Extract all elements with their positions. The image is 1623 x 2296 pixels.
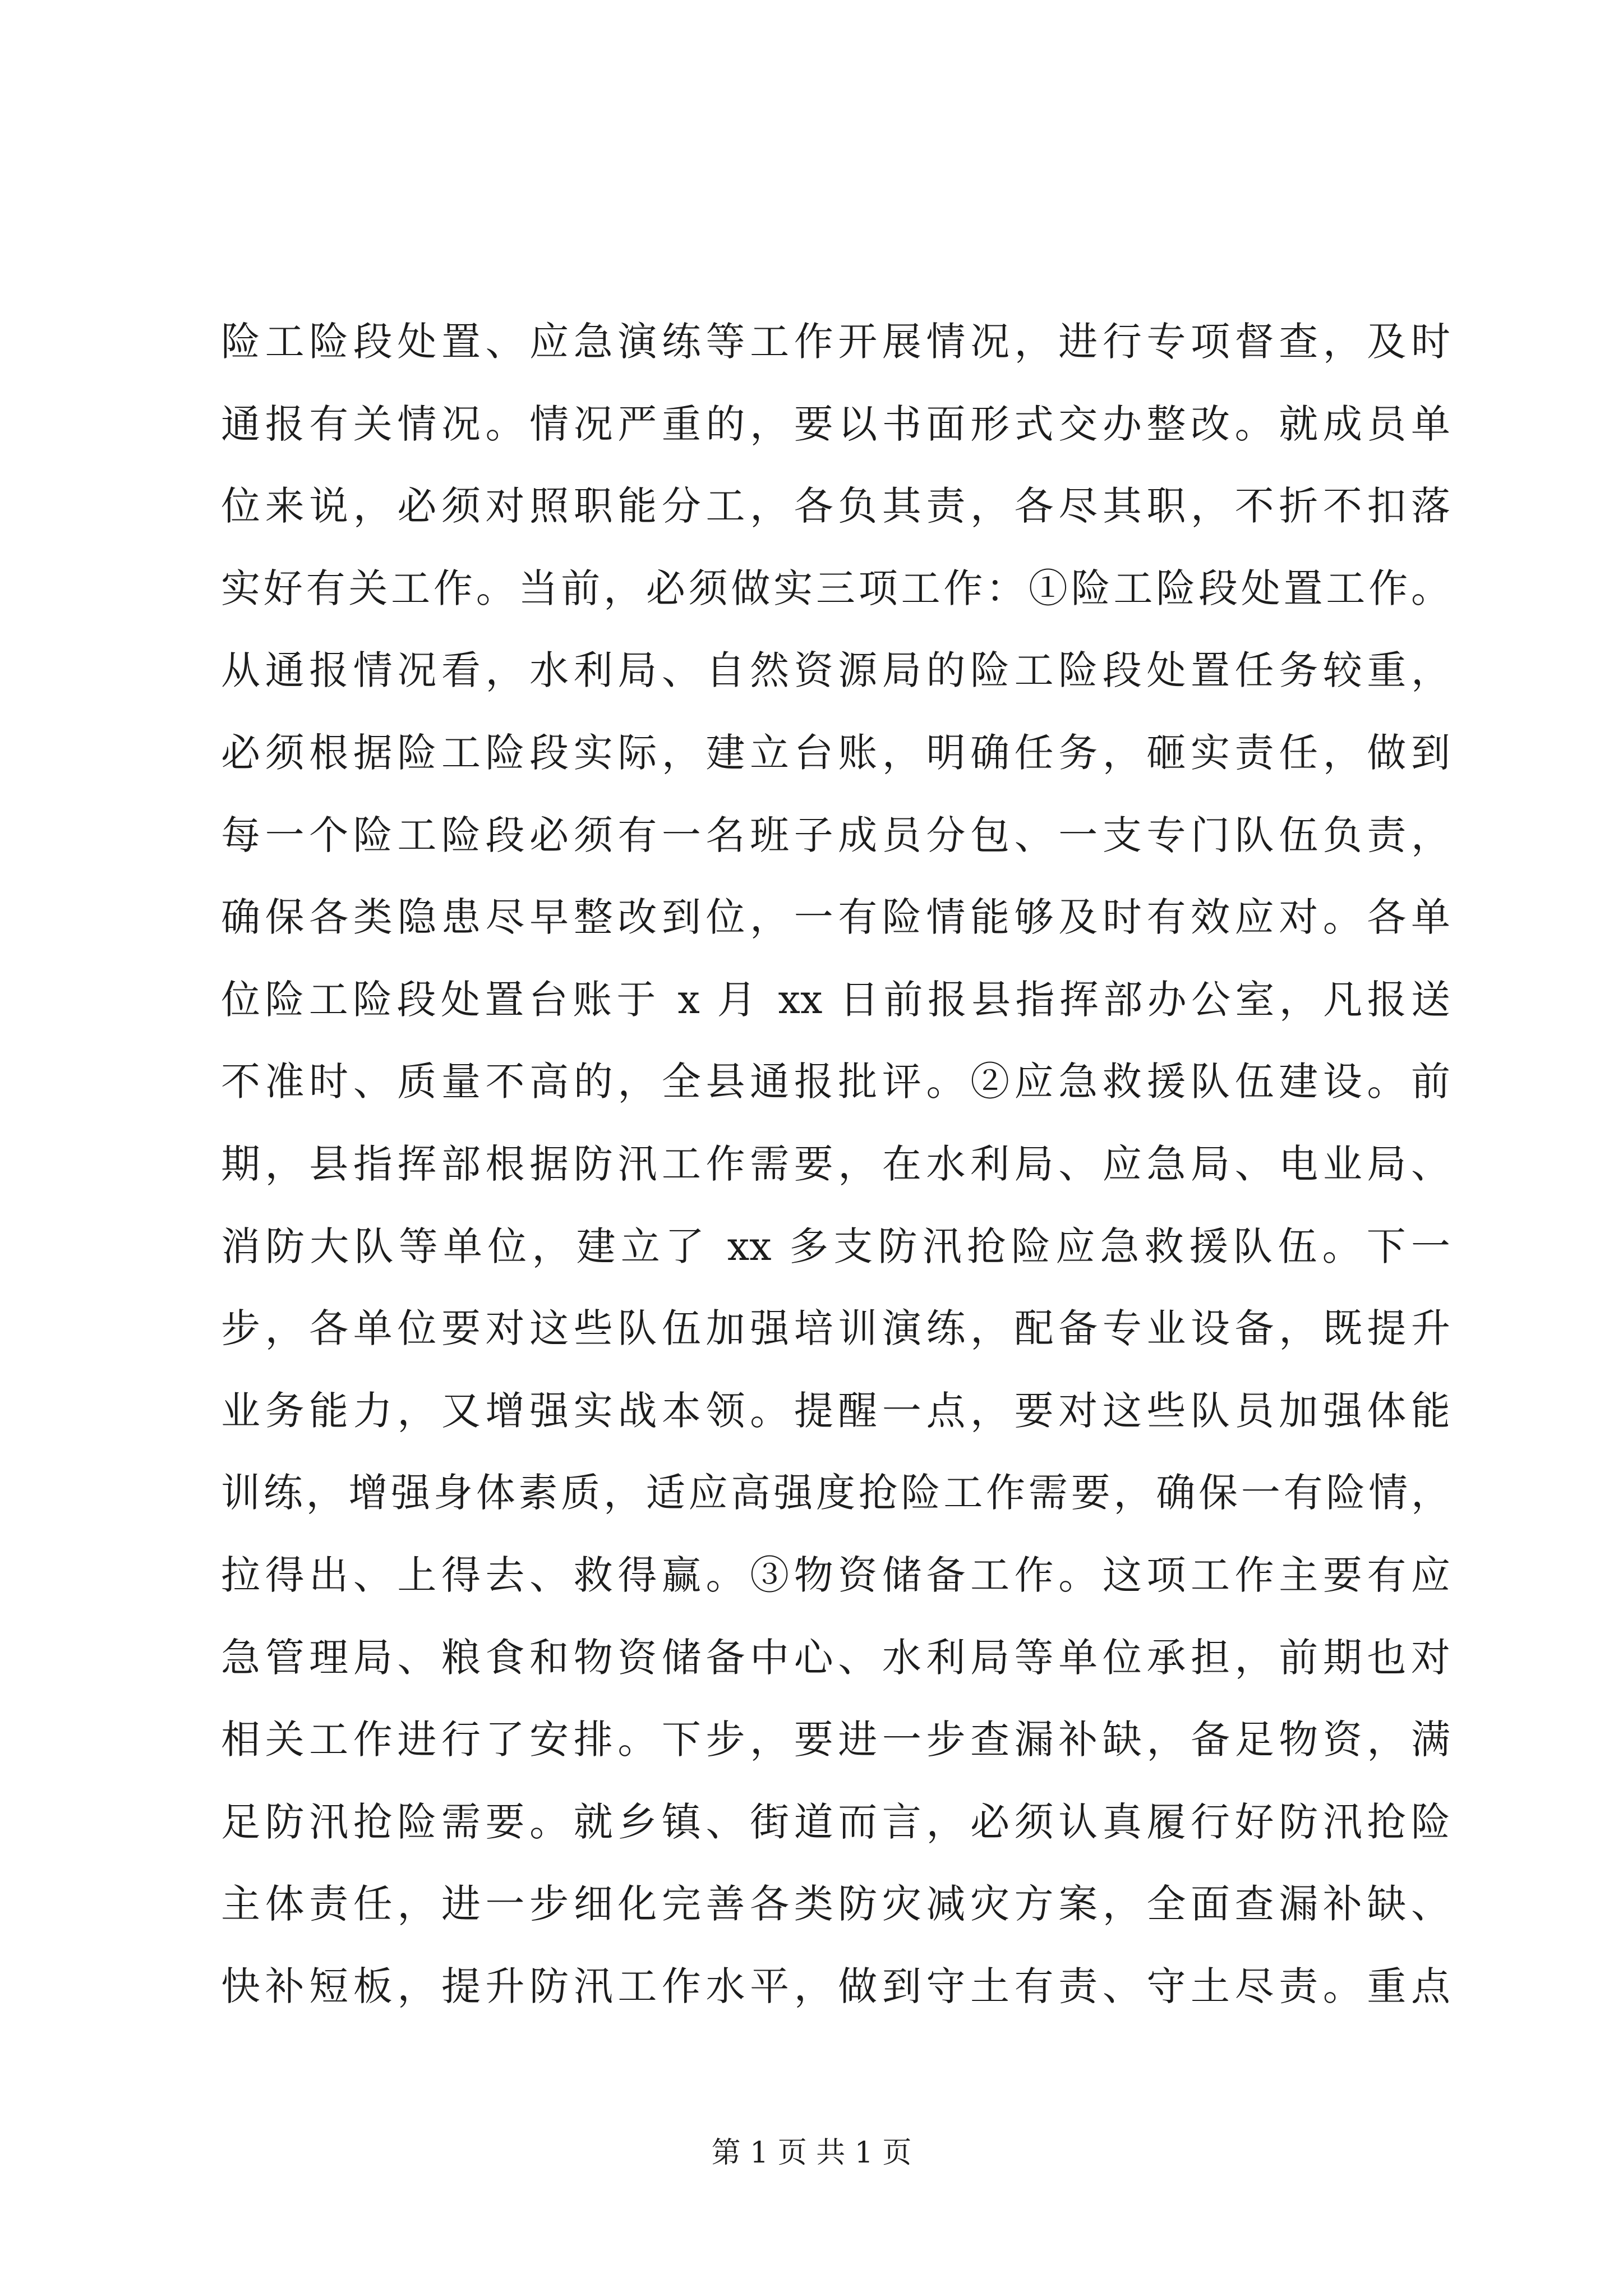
text-line: 拉得出、上得去、救得赢。③物资储备工作。这项工作主要有应 [221,1552,1450,1598]
text-line: 训练，增强身体素质，适应高强度抢险工作需要，确保一有险情， [221,1470,1450,1516]
text-line: 从通报情况看，水利局、自然资源局的险工险段处置任务较重， [221,647,1450,694]
text-line: 期，县指挥部根据防汛工作需要，在水利局、应急局、电业局、 [221,1140,1450,1187]
text-line: 确保各类隐患尽早整改到位，一有险情能够及时有效应对。各单 [221,894,1450,941]
text-line: 险工险段处置、应急演练等工作开展情况，进行专项督查，及时 [221,319,1450,365]
text-line: 实好有关工作。当前，必须做实三项工作：①险工险段处置工作。 [221,565,1450,611]
text-line: 主体责任，进一步细化完善各类防灾减灾方案，全面查漏补缺、 [221,1881,1450,1927]
page-number-footer: 第 1 页 共 1 页 [711,2136,912,2170]
text-line: 相关工作进行了安排。下步，要进一步查漏补缺，备足物资，满 [221,1717,1450,1763]
text-line: 位来说，必须对照职能分工，各负其责，各尽其职，不折不扣落 [221,483,1450,530]
text-line: 每一个险工险段必须有一名班子成员分包、一支专门队伍负责， [221,812,1450,858]
text-line: 足防汛抢险需要。就乡镇、街道而言，必须认真履行好防汛抢险 [221,1798,1450,1845]
text-line: 通报有关情况。情况严重的，要以书面形式交办整改。就成员单 [221,401,1450,447]
text-line: 业务能力，又增强实战本领。提醒一点，要对这些队员加强体能 [221,1387,1450,1434]
text-line: 消防大队等单位，建立了 xx 多支防汛抢险应急救援队伍。下一 [221,1223,1450,1269]
document-body [221,301,1450,2027]
text-line: 步，各单位要对这些队伍加强培训演练，配备专业设备，既提升 [221,1305,1450,1352]
text-line: 位险工险段处置台账于 x 月 xx 日前报县指挥部办公室，凡报送 [221,976,1450,1023]
text-line: 急管理局、粮食和物资储备中心、水利局等单位承担，前期也对 [221,1634,1450,1681]
text-line: 快补短板，提升防汛工作水平，做到守土有责、守土尽责。重点 [221,1963,1450,2009]
text-line: 必须根据险工险段实际，建立台账，明确任务，砸实责任，做到 [221,729,1450,776]
text-line: 不准时、质量不高的，全县通报批评。②应急救援队伍建设。前 [221,1059,1450,1105]
